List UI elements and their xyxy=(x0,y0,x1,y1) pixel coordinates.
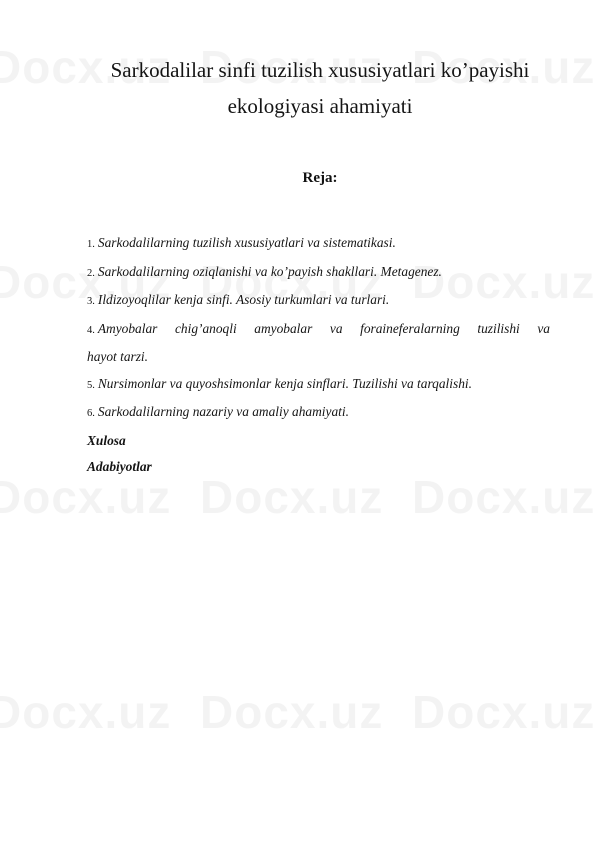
plan-item-line xyxy=(87,316,550,345)
plan-item-number: 2. xyxy=(87,267,95,279)
plan-item xyxy=(87,287,550,316)
plan-item-text: Sarkodalilarning oziqlanishi va ko’payish shakllari. Metagenez. xyxy=(97,263,442,279)
plan-item-number: 1. xyxy=(87,239,95,250)
plan-item xyxy=(87,399,550,428)
document-title-line-2: ekologiyasi ahamiyati xyxy=(227,94,413,118)
plan-item xyxy=(87,259,550,288)
references-heading: Adabiyotlar xyxy=(87,459,152,474)
plan-item xyxy=(87,230,550,259)
plan-item-text-continued: hayot tarzi. xyxy=(87,349,149,364)
plan-item-number: 3. xyxy=(87,296,95,307)
plan-item xyxy=(87,371,550,400)
plan-item-number: 5. xyxy=(87,379,95,391)
plan-item-text: Ildizoyoqlilar kenja sinfi. Asosiy turkumlari va turlari. xyxy=(97,292,390,307)
plan-item xyxy=(87,316,550,371)
plan-list xyxy=(87,230,550,481)
plan-item-number: 4. xyxy=(87,324,95,336)
document-title-line-1: Sarkodalilar sinfi tuzilish xususiyatlari ko’payishi xyxy=(110,58,530,82)
plan-item-text: Nursimonlar va quyoshsimonlar kenja sinflari. Tuzilishi va tarqalishi. xyxy=(97,375,472,391)
plan-item-number: 6. xyxy=(87,408,95,419)
plan-heading: Reja: xyxy=(302,170,338,186)
conclusion-heading: Xulosa xyxy=(87,432,126,448)
plan-item-text: Sarkodalilarning tuzilish xususiyatlari va sistematikasi. xyxy=(97,235,396,250)
plan-item-text: Amyobalar chig’anoqli amyobalar va foraineferalarning tuzilishi va xyxy=(97,320,550,336)
plan-item-text: Sarkodalilarning nazariy va amaliy ahamiyati. xyxy=(97,404,349,419)
